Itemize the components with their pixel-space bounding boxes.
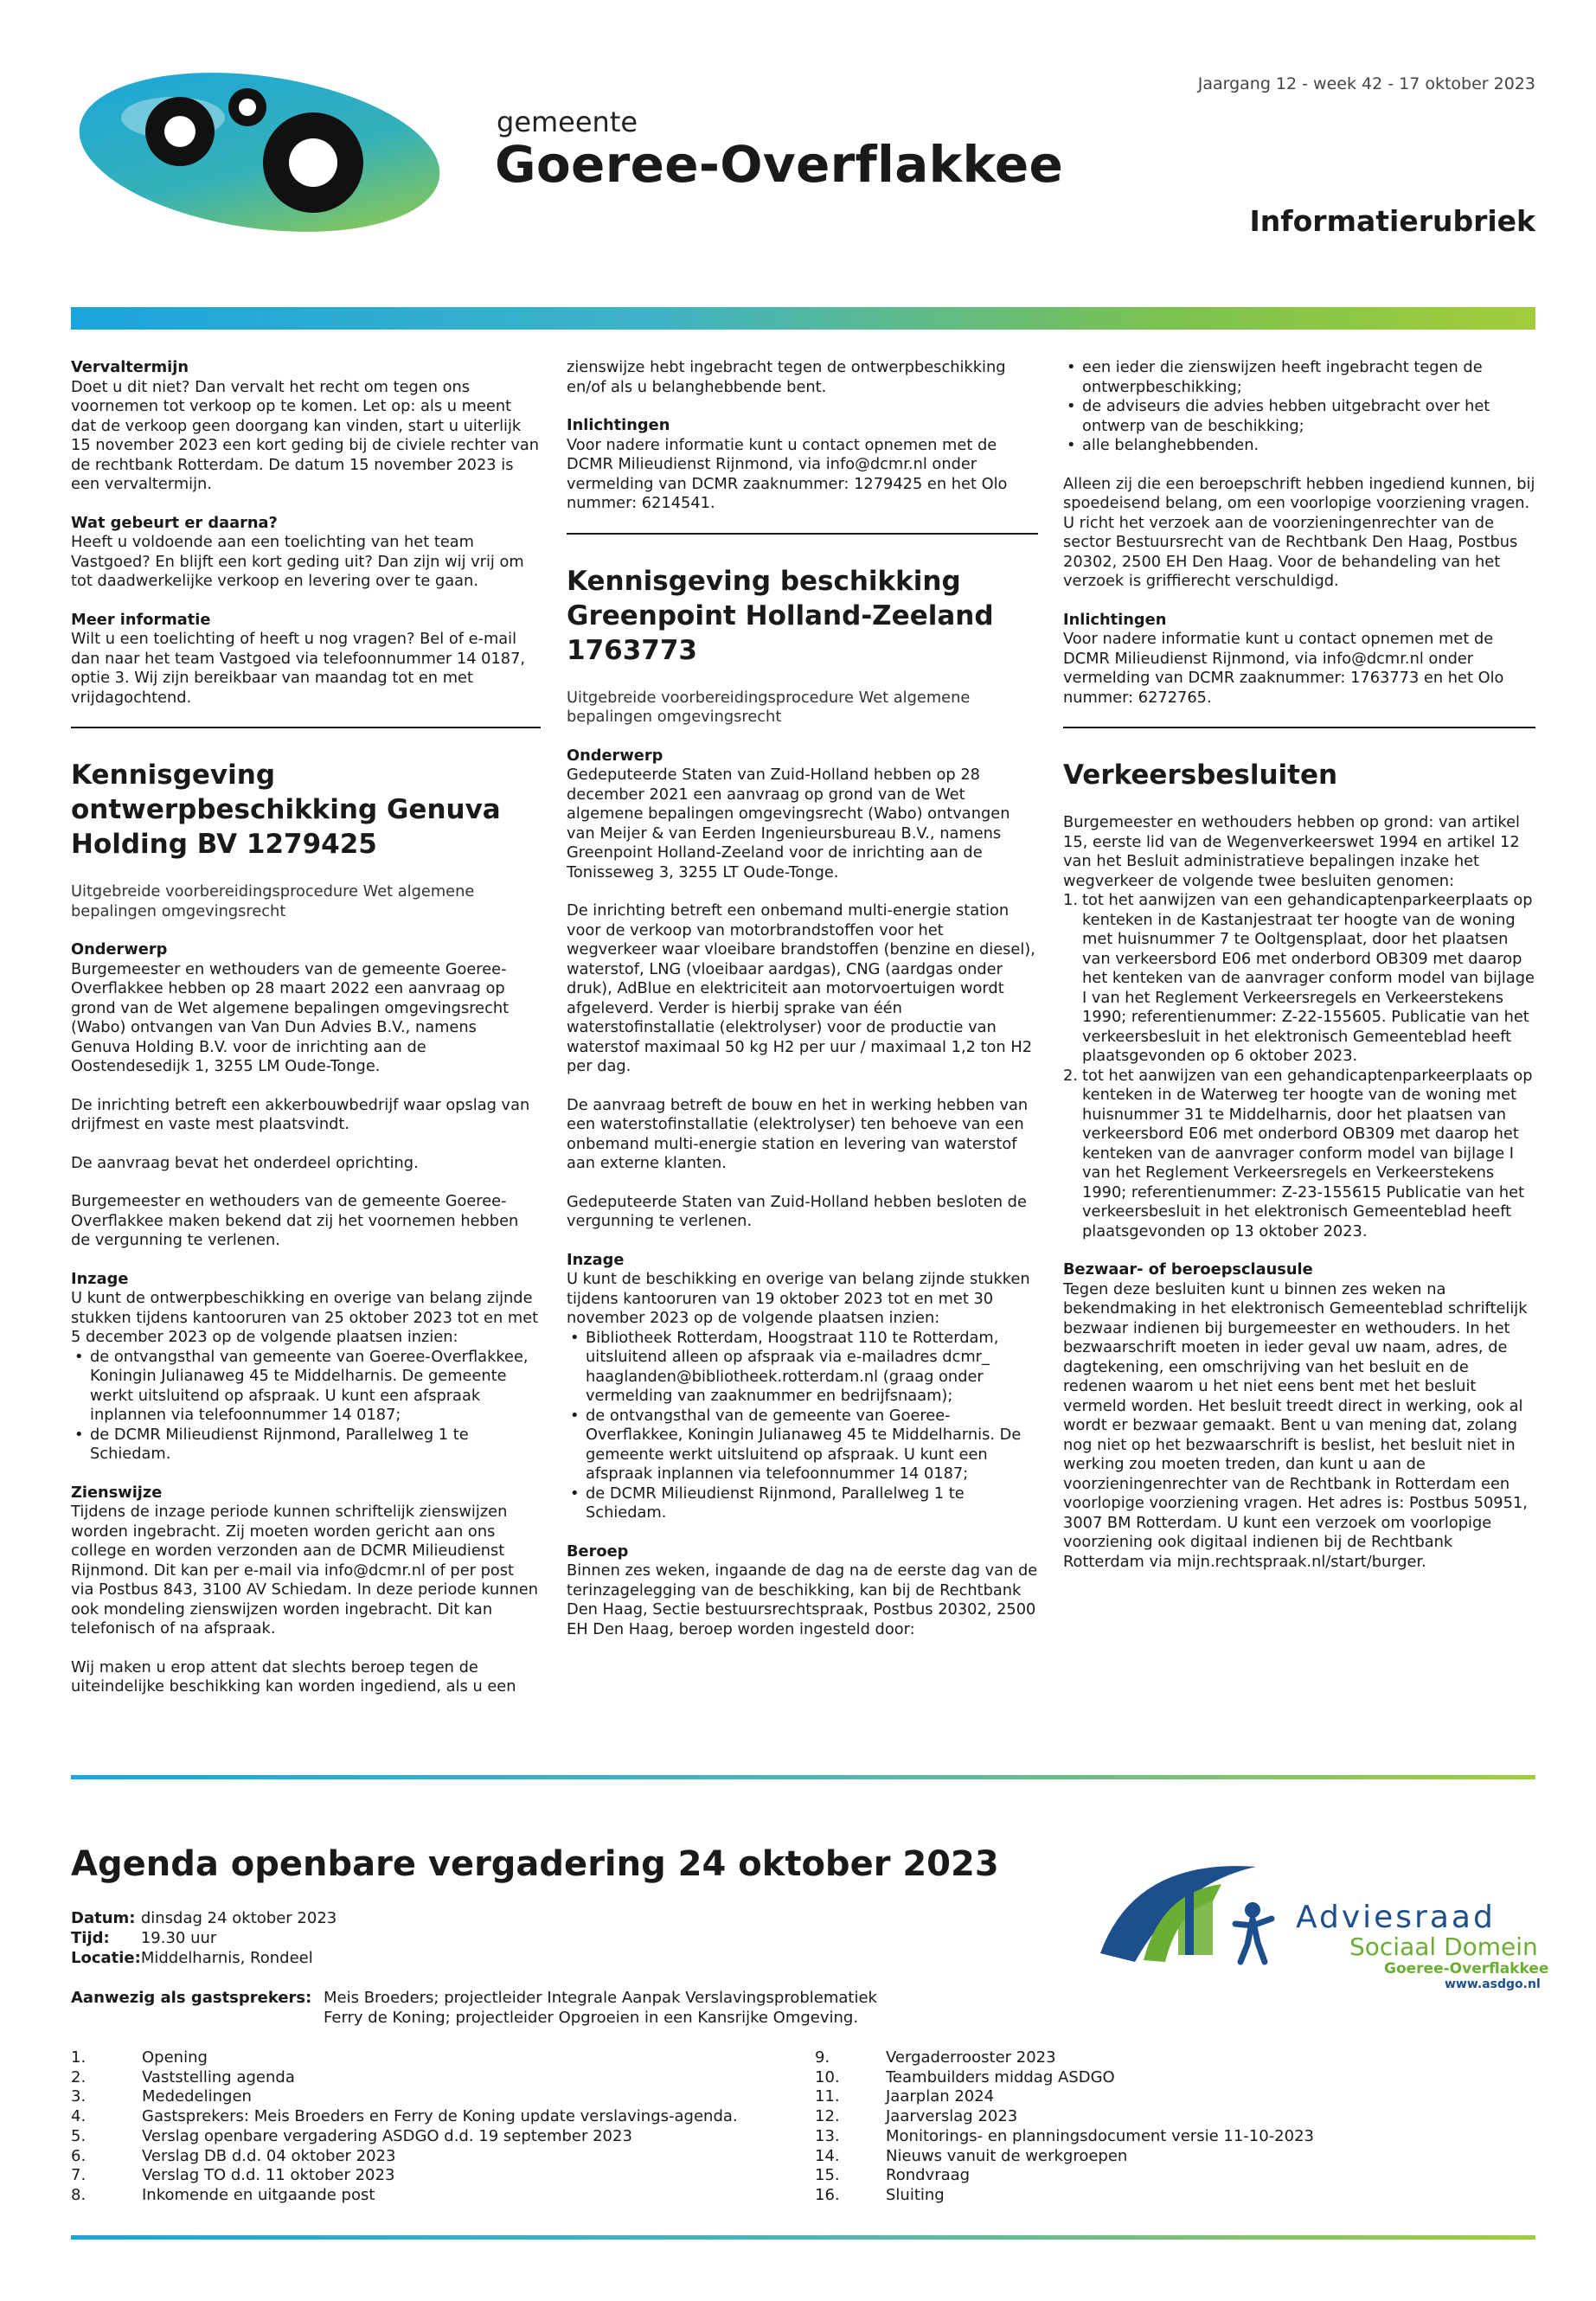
guest-speakers <box>71 1988 877 2028</box>
text-bouw: De aanvraag betreft de bouw en het in werking hebben van een waterstofinstallatie (elektrolyser) ten behoeve van een onbemand multi-energie station en levering van waterstof aan externe klanten. <box>567 1095 1029 1172</box>
list-item: • de ontvangsthal van de gemeente van Goeree-Overflakkee, Koningin Julianaweg 45 te Middelharnis. De gemeente werkt uitsluitend op afspraak. U kunt een afspraak inplannen via telefoonnummer 14 0187; <box>567 1407 1038 1484</box>
text-intro: Burgemeester en wethouders hebben op grond: van artikel 15, eerste lid van de Wegenverkeerswet 1994 en artikel 12 van het Besluit administratieve bepalingen inzake het wegverkeer de volgende twee besluiten genomen: <box>1063 813 1520 890</box>
text-inrichting: De inrichting betreft een akkerbouwbedrijf waar opslag van drijfmest en vaste mest plaatsvindt. <box>71 1095 530 1133</box>
heading-meer-informatie: Meer informatie <box>71 610 211 629</box>
agenda-text: Inkomende en uitgaande post <box>142 2185 375 2204</box>
text-station: De inrichting betreft een onbemand multi-energie station voor de verkoop van motorbrandstoffen voor het wegverkeer waar vloeibare brandstoffen (benzine en diesel), waterstof, LNG (vloeibaar aardgas), CNG (aardgas onder druk), AdBlue en elektriciteit aan motorvoertuigen wordt afgeleverd. Verder is hierbij sprake van één waterstofinstallatie (elektrolyser) voor de productie van waterstof maximaal 50 kg H2 per uur / maximaal 1,2 ton H2 per dag. <box>567 901 1035 1075</box>
agenda-title: Agenda openbare vergadering 24 oktober 2023 <box>71 1844 999 1884</box>
agenda-num: 4. <box>71 2107 87 2126</box>
list-item: • alle belanghebbenden. <box>1063 436 1535 456</box>
agenda-text: Mededelingen <box>142 2087 252 2106</box>
agenda-item <box>815 2068 1314 2088</box>
column-1 <box>71 358 541 1716</box>
list-item: • de ontvangsthal van gemeente van Goeree-Overflakkee, Koningin Julianaweg 45 te Middelharnis. De gemeente werkt uitsluitend op afspraak. U kunt een afspraak inplannen via telefoonnummer 14 0187; <box>71 1348 541 1426</box>
guest-label: Aanwezig als gastsprekers: <box>71 1989 312 2007</box>
text-alleen: Alleen zij die een beroepschrift hebben ingediend kunnen, bij spoedeisend belang, om een voorlopige voorziening vragen. U richt het verzoek aan de voorzieningenrechter van de sector Bestuursrecht van de Rechtbank Den Haag, Postbus 20302, 2500 EH Den Haag. Voor de behandeling van het verzoek is griffierecht verschuldigd. <box>1063 474 1535 590</box>
agenda-text: Vaststelling agenda <box>142 2067 295 2086</box>
text-continued: zienswijze hebt ingebracht tegen de ontwerpbeschikking en/of als u belanghebbende bent. <box>567 358 1006 396</box>
agenda-item <box>71 2186 738 2206</box>
agenda-text: Opening <box>142 2048 208 2067</box>
heading-zienswijze: Zienswijze <box>71 1483 163 1502</box>
divider <box>1063 727 1535 728</box>
agenda-num: 3. <box>71 2087 87 2106</box>
adviesraad-region: Goeree-Overflakkee <box>1384 1960 1549 1977</box>
agenda-top-divider <box>71 1775 1535 1779</box>
beroep-list <box>1063 358 1535 456</box>
agenda-text: Jaarplan 2024 <box>886 2087 995 2106</box>
heading-beroep: Beroep <box>567 1541 629 1561</box>
list-item <box>1063 891 1535 1067</box>
agenda-num: 11. <box>815 2087 840 2106</box>
list-text: tot het aanwijzen van een gehandicaptenparkeerplaats op kenteken in de Waterweg ter hoogte van de woning met huisnummer 31 te Middelharnis, door het plaatsen van verkeersbord E06 met onderbord OB309 met daarop het kenteken van de aanvrager conform model van bijlage I van het Reglement Verkeersregels en Verkeerstekens 1990; referentienummer: Z-23-155615 Publicatie van het verkeersbesluit in het elektronisch Gemeenteblad heeft plaatsgevonden op 13 oktober 2023. <box>1082 1066 1533 1240</box>
agenda-list-left <box>71 2048 738 2206</box>
agenda-text: Sluiting <box>886 2185 945 2204</box>
heading-inlichtingen: Inlichtingen <box>567 416 670 434</box>
agenda-item <box>71 2087 738 2107</box>
adviesraad-url[interactable]: www.asdgo.nl <box>1445 1977 1541 1991</box>
list-item: • de adviseurs die advies hebben uitgebracht over het ontwerp van de beschikking; <box>1063 397 1535 436</box>
agenda-num: 9. <box>815 2048 830 2067</box>
agenda-text: Nieuws vanuit de werkgroepen <box>886 2146 1128 2165</box>
agenda-text: Monitorings- en planningsdocument versie 11-10-2023 <box>886 2126 1314 2145</box>
agenda-item <box>71 2147 738 2167</box>
heading-inlichtingen: Inlichtingen <box>1063 610 1167 629</box>
agenda-num: 10. <box>815 2067 840 2086</box>
agenda-num: 13. <box>815 2126 840 2145</box>
agenda-num: 5. <box>71 2126 87 2145</box>
agenda-text: Jaarverslag 2023 <box>886 2107 1018 2126</box>
agenda-num: 8. <box>71 2185 87 2204</box>
text-onderwerp: Gedeputeerde Staten van Zuid-Holland hebben op 28 december 2021 een aanvraag op grond van de Wet algemene bepalingen omgevingsrecht (Wabo) ontvangen van Meijer & van Eerden Ingenieursbureau B.V., namens Greenpoint Holland-Zeeland voor de inrichting aan de Tonisseweg 3, 3255 LT Oude-Tonge. <box>567 766 1010 881</box>
agenda-num: 6. <box>71 2146 87 2165</box>
besluiten-list <box>1063 891 1535 1241</box>
list-number: 1. <box>1063 891 1078 909</box>
text-voornemen: Burgemeester en wethouders van de gemeente Goeree-Overflakkee maken bekend dat zij het voornemen hebben de vergunning te verlenen. <box>71 1192 519 1249</box>
text-besloten: Gedeputeerde Staten van Zuid-Holland hebben besloten de vergunning te verlenen. <box>567 1192 1027 1230</box>
agenda-item <box>71 2048 738 2068</box>
brand-subtitle: gemeente <box>497 106 638 138</box>
agenda-text: Teambuilders middag ASDGO <box>886 2067 1115 2086</box>
agenda-item <box>815 2166 1314 2186</box>
agenda-item <box>815 2186 1314 2206</box>
guest-line: Meis Broeders; projectleider Integrale Aanpak Verslavingsproblematiek <box>324 1989 877 2007</box>
agenda-num: 2. <box>71 2067 87 2086</box>
list-item: • de DCMR Milieudienst Rijnmond, Parallelweg 1 te Schiedam. <box>71 1426 541 1465</box>
heading-inzage: Inzage <box>567 1250 625 1269</box>
agenda-bottom-divider <box>71 2235 1535 2240</box>
text-inlichtingen: Voor nadere informatie kunt u contact opnemen met de DCMR Milieudienst Rijnmond, via info@dcmr.nl onder vermelding van DCMR zaaknummer: 1279425 en het Olo nummer: 6214541. <box>567 435 1008 512</box>
agenda-text: Vergaderrooster 2023 <box>886 2048 1056 2067</box>
agenda-item <box>815 2127 1314 2147</box>
text-beroep: Binnen zes weken, ingaande de dag na de eerste dag van de terinzagelegging van de beschikking, kan bij de Rechtbank Den Haag, Sectie bestuursrechtspraak, Postbus 20302, 2500 EH Den Haag, beroep worden ingesteld door: <box>567 1561 1038 1638</box>
brand-title: Goeree-Overflakkee <box>495 135 1064 194</box>
list-item: • de DCMR Milieudienst Rijnmond, Parallelweg 1 te Schiedam. <box>567 1484 1038 1523</box>
text-wat-gebeurt: Heeft u voldoende aan een toelichting van het team Vastgoed? En blijft een kort geding uit? Dan zijn wij vrij om tot daadwerkelijke verkoop en levering over te gaan. <box>71 533 524 590</box>
list-number: 2. <box>1063 1066 1078 1085</box>
gemeente-logo-mark <box>69 73 450 237</box>
agenda-item <box>71 2107 738 2127</box>
guest-list <box>324 1988 877 2028</box>
agenda-item <box>815 2087 1314 2107</box>
text-inlichtingen: Voor nadere informatie kunt u contact opnemen met de DCMR Milieudienst Rijnmond, via info@dcmr.nl onder vermelding van DCMR zaaknummer: 1763773 en het Olo nummer: 6272765. <box>1063 630 1504 707</box>
agenda-num: 16. <box>815 2185 840 2204</box>
text-zienswijze: Tijdens de inzage periode kunnen schriftelijk zienswijzen worden ingebracht. Zij moeten worden gericht aan ons college en worden verzonden aan de DCMR Milieudienst Rijnmond. Dit kan per e-mail via info@dcmr.nl of per post via Postbus 843, 3100 AV Schiedam. In deze periode kunnen ook mondeling zienswijzen worden ingebracht. Dit kan telefonisch of na afspraak. <box>71 1503 539 1638</box>
text-inzage: U kunt de ontwerpbeschikking en overige van belang zijnde stukken tijdens kantooruren van 25 oktober 2023 tot en met 5 december 2023 op de volgende plaatsen inzien: <box>71 1289 539 1346</box>
gemeente-logo <box>69 73 450 237</box>
adviesraad-name: Adviesraad <box>1296 1900 1496 1935</box>
agenda-num: 15. <box>815 2166 840 2185</box>
datum-value: dinsdag 24 oktober 2023 <box>140 1909 337 1927</box>
agenda-list-right <box>815 2048 1314 2206</box>
heading-onderwerp: Onderwerp <box>567 746 663 765</box>
agenda-num: 14. <box>815 2146 840 2165</box>
article-subtitle: Uitgebreide voorbereidingsprocedure Wet algemene bepalingen omgevingsrecht <box>71 882 475 920</box>
agenda-item <box>815 2147 1314 2167</box>
agenda-item <box>815 2048 1314 2068</box>
agenda-item <box>815 2107 1314 2127</box>
agenda-item <box>71 2068 738 2088</box>
article-title-verkeersbesluiten: Verkeersbesluiten <box>1063 760 1338 791</box>
agenda-text: Verslag TO d.d. 11 oktober 2023 <box>142 2166 395 2185</box>
text-aanvraag: De aanvraag bevat het onderdeel oprichting. <box>71 1153 419 1172</box>
text-bezwaar: Tegen deze besluiten kunt u binnen zes weken na bekendmaking in het elektronisch Gemeenteblad schriftelijk bezwaar indienen bij burgemeester en wethouders. In het bezwaarschrift moeten in ieder geval uw naam, adres, de dagtekening, een omschrijving van het besluit en de redenen waarom u het niet eens bent met het besluit vermeld worden. Het besluit treedt direct in werking, ook al wordt er bezwaar gemaakt. Bent u van mening dat, zolang nog niet op het bezwaarschrift is beslist, het besluit niet in werking zou moeten treden, dan kunt u aan de voorzieningenrechter van de Rechtbank in Rotterdam een voorlopige voorziening vragen. Het adres is: Postbus 50951, 3007 BM Rotterdam. U kunt een verzoek om voorlopige voorziening ook digitaal indienen bij de Rechtbank Rotterdam via mijn.rechtspraak.nl/start/burger. <box>1063 1279 1528 1571</box>
inzage-list <box>567 1329 1038 1523</box>
article-subtitle: Uitgebreide voorbereidingsprocedure Wet algemene bepalingen omgevingsrecht <box>567 688 971 726</box>
agenda-num: 1. <box>71 2048 87 2067</box>
text-attent: Wij maken u erop attent dat slechts beroep tegen de uiteindelijke beschikking kan worden ingediend, als u een <box>71 1657 516 1695</box>
column-3 <box>1063 358 1535 1716</box>
locatie-label: Locatie: <box>71 1949 141 1967</box>
article-title-genuva: Kennisgeving ontwerpbeschikking Genuva Holding BV 1279425 <box>71 760 501 860</box>
list-item: • een ieder die zienswijzen heeft ingebracht tegen de ontwerpbeschikking; <box>1063 358 1535 397</box>
heading-vervaltermijn: Vervaltermijn <box>71 358 189 376</box>
agenda-num: 12. <box>815 2107 840 2126</box>
issue-date: Jaargang 12 - week 42 - 17 oktober 2023 <box>1197 74 1535 93</box>
agenda-item <box>71 2166 738 2186</box>
heading-inzage: Inzage <box>71 1269 129 1288</box>
tijd-value: 19.30 uur <box>140 1929 217 1947</box>
heading-bezwaar: Bezwaar- of beroepsclausule <box>1063 1260 1313 1279</box>
heading-onderwerp: Onderwerp <box>71 940 168 958</box>
adviesraad-domain: Sociaal Domein <box>1349 1932 1538 1961</box>
agenda-meta <box>71 1908 337 1968</box>
article-title-greenpoint: Kennisgeving beschikking Greenpoint Holland-Zeeland 1763773 <box>567 565 994 666</box>
agenda-num: 7. <box>71 2166 87 2185</box>
text-inzage: U kunt de beschikking en overige van belang zijnde stukken tijdens kantooruren van 19 oktober 2023 tot en met 30 november 2023 op de volgende plaatsen inzien: <box>567 1270 1030 1327</box>
text-vervaltermijn: Doet u dit niet? Dan vervalt het recht om tegen ons voornemen tot verkoop op te komen. Let op: als u meent dat de verkoop geen doorgang kan vinden, start u uiterlijk 15 november 2023 een kort geding bij de civiele rechter van de rechtbank Rotterdam. De datum 15 november 2023 is een vervaltermijn. <box>71 377 540 493</box>
divider <box>567 533 1038 535</box>
divider <box>71 727 541 728</box>
guest-line: Ferry de Koning; projectleider Opgroeien in een Kansrijke Omgeving. <box>324 2009 859 2027</box>
agenda-text: Rondvraag <box>886 2166 971 2185</box>
agenda-item <box>71 2127 738 2147</box>
column-2 <box>567 358 1038 1716</box>
locatie-value: Middelharnis, Rondeel <box>140 1949 313 1967</box>
adviesraad-emblem-icon <box>1083 1849 1291 1971</box>
agenda-text: Gastsprekers: Meis Broeders en Ferry de Koning update verslavings-agenda. <box>142 2107 738 2126</box>
agenda-text: Verslag openbare vergadering ASDGO d.d. 19 september 2023 <box>142 2126 632 2145</box>
adviesraad-logo <box>1083 1849 1291 1971</box>
list-item: • Bibliotheek Rotterdam, Hoogstraat 110 te Rotterdam, uitsluitend alleen op afspraak via e-mailadres dcmr_ haaglanden@bibliotheek.rotterdam.nl (graag onder vermelding van zaaknummer en bedrijfsnaam); <box>567 1329 1038 1407</box>
text-meer-informatie: Wilt u een toelichting of heeft u nog vragen? Bel of e-mail dan naar het team Vastgoed via telefoonnummer 14 0187, optie 3. Wij zijn bereikbaar van maandag tot en met vrijdagochtend. <box>71 630 526 707</box>
inzage-list <box>71 1348 541 1465</box>
tijd-label: Tijd: <box>71 1929 110 1947</box>
text-onderwerp: Burgemeester en wethouders van de gemeente Goeree-Overflakkee hebben op 28 maart 2022 een aanvraag op grond van de Wet algemene bepalingen omgevingsrecht (Wabo) ontvangen van Van Dun Advies B.V., namens Genuva Holding B.V. voor de inrichting aan de Oostendesedijk 1, 3255 LM Oude-Tonge. <box>71 959 510 1075</box>
list-text: tot het aanwijzen van een gehandicaptenparkeerplaats op kenteken in de Kastanjestraat ter hoogte van de woning met huisnummer 7 te Ooltgensplaat, door het plaatsen van verkeersbord E06 met onderbord OB309 met daarop het kenteken van de aanvrager conform model van bijlage I van het Reglement Verkeersregels en Verkeerstekens 1990; referentienummer: Z-22-155605. Publicatie van het verkeersbesluit in het elektronisch Gemeenteblad heeft plaatsgevonden op 6 oktober 2023. <box>1082 891 1535 1065</box>
agenda-text: Verslag DB d.d. 04 oktober 2023 <box>142 2146 396 2165</box>
header-divider <box>71 307 1535 330</box>
heading-wat-gebeurt: Wat gebeurt er daarna? <box>71 513 278 532</box>
section-label: Informatierubriek <box>1249 204 1535 238</box>
list-item <box>1063 1067 1535 1242</box>
datum-label: Datum: <box>71 1909 136 1927</box>
